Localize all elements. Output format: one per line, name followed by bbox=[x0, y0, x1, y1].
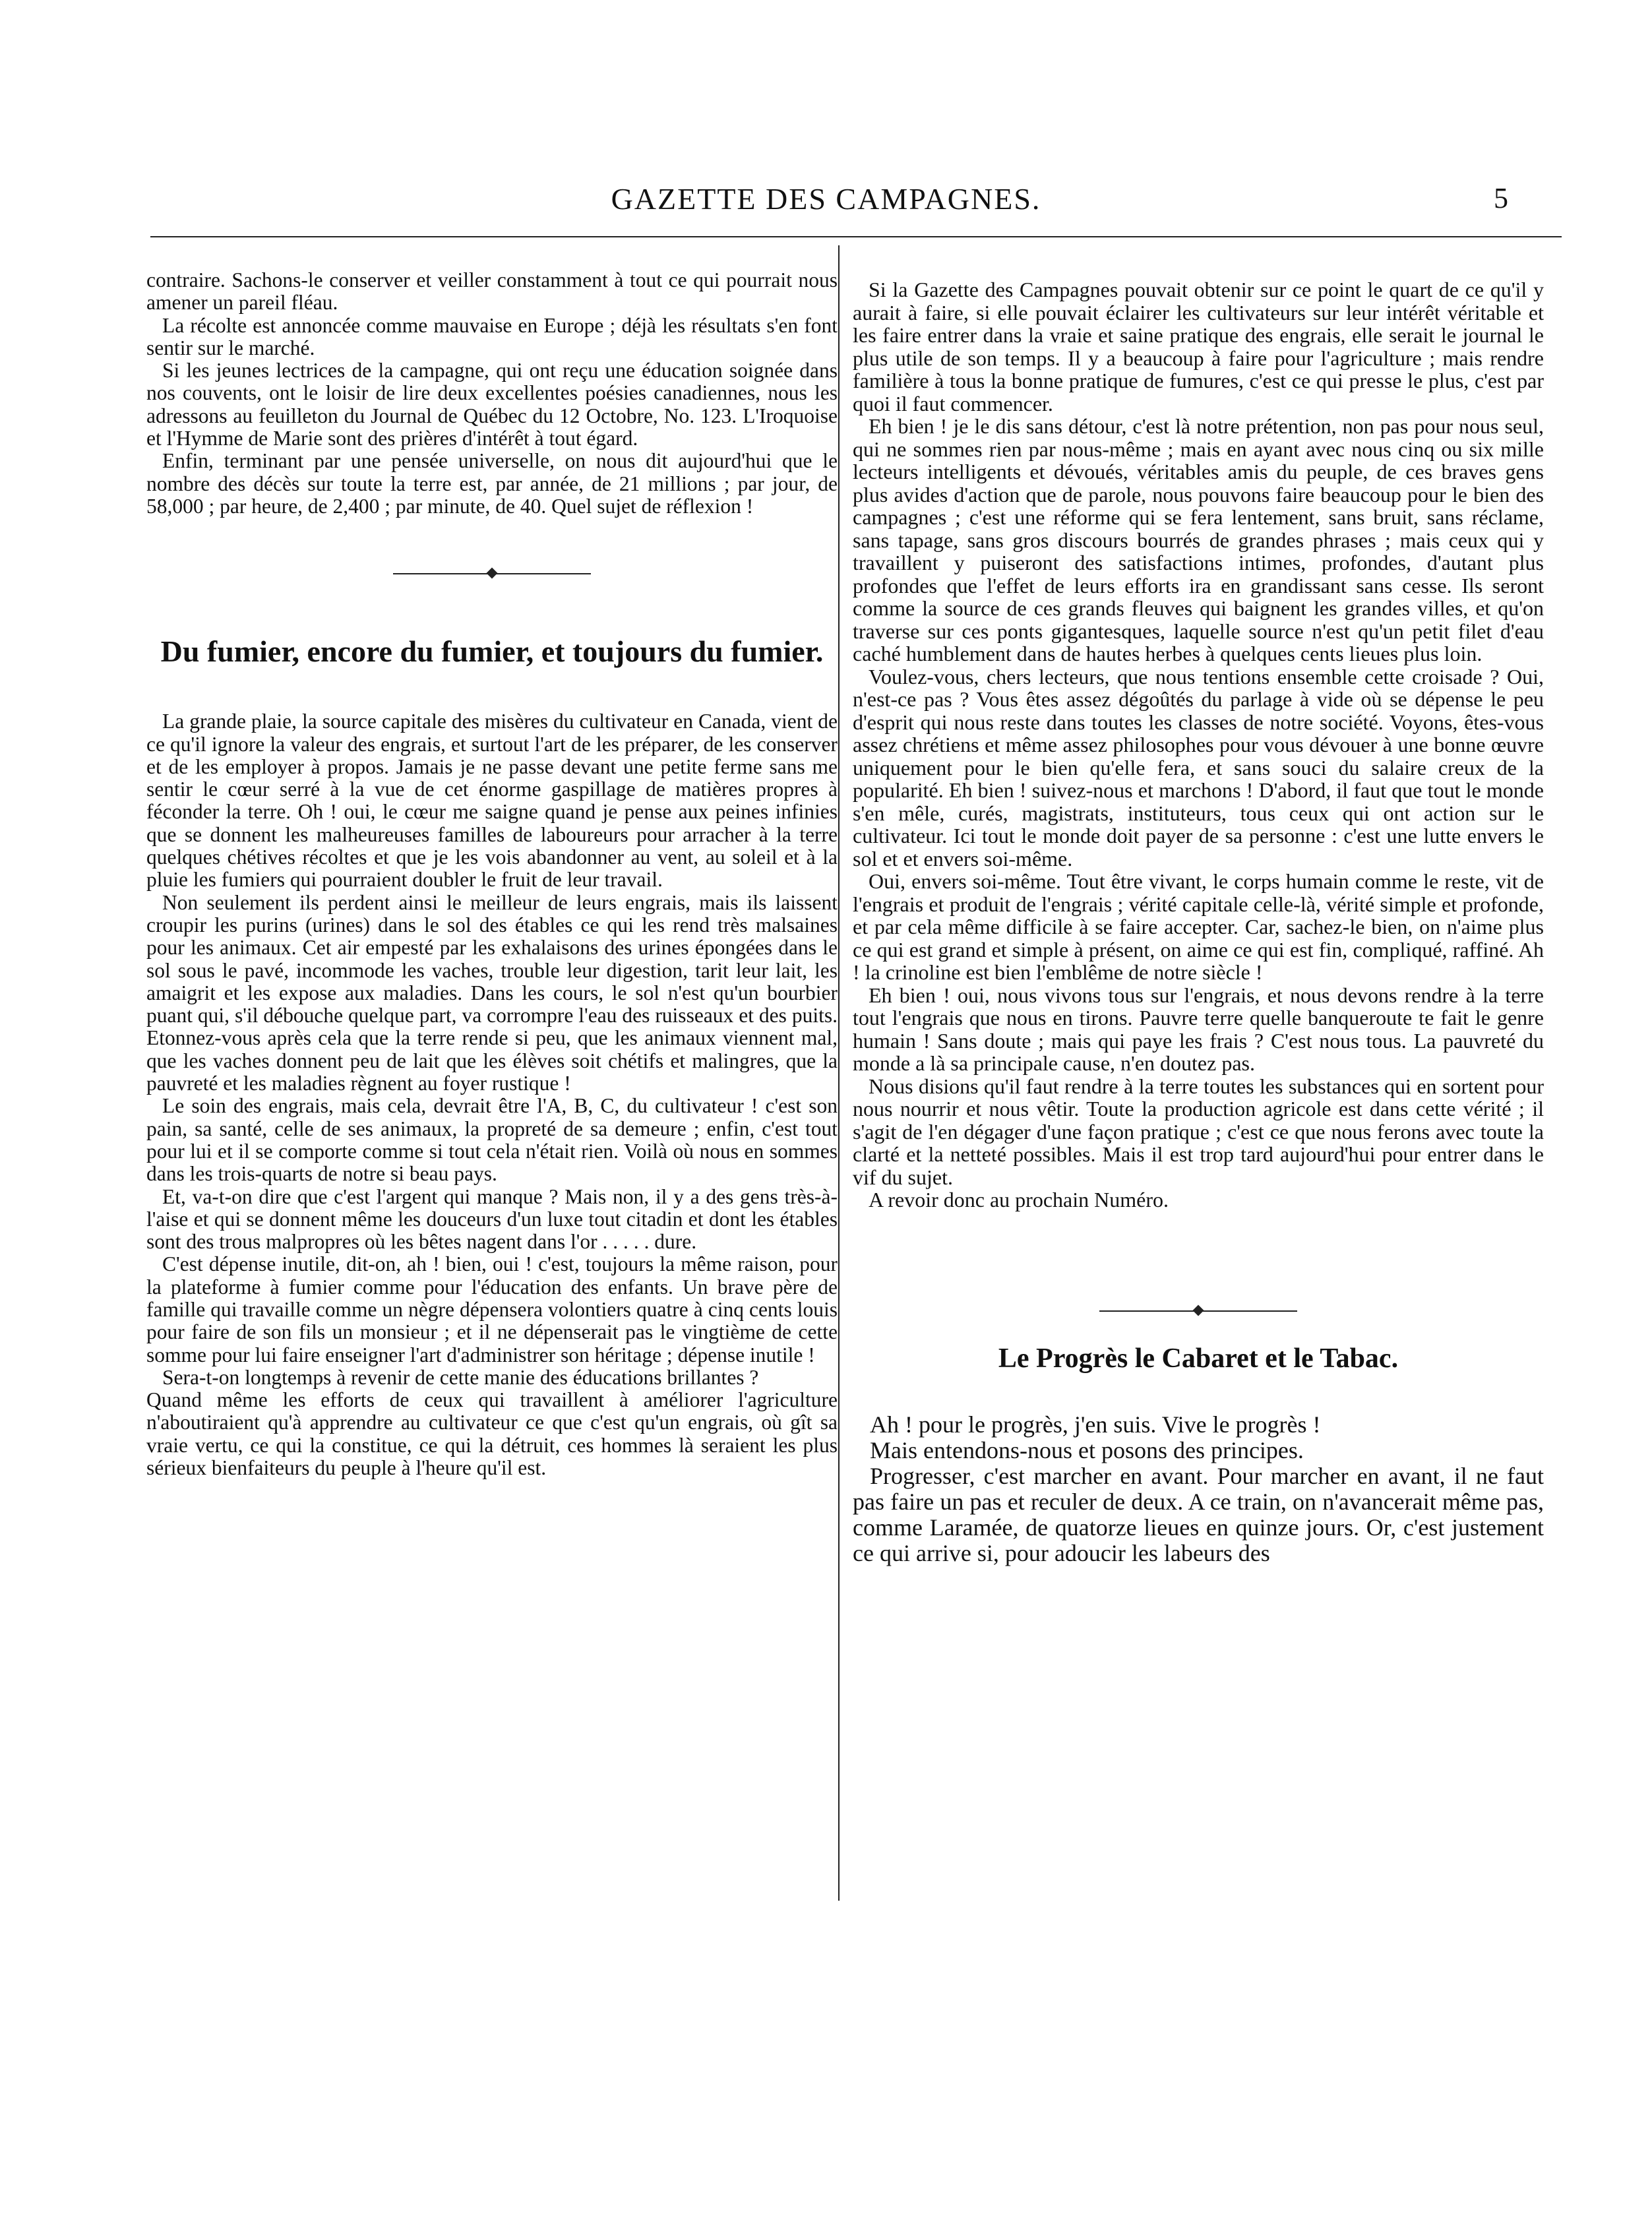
column-divider bbox=[838, 245, 840, 1901]
article-body bbox=[853, 1412, 1544, 1566]
paragraph: Voulez-vous, chers lecteurs, que nous tentions ensemble cette croisade ? Oui, n'est-ce pas ? Vous êtes assez dégoûtés du parlage à vide où se dépense le peu d'esprit qui nous reste dans toutes les classes de notre société. Voyons, êtes-vous assez chrétiens et même assez philosophes pour vous dévouer à une bonne œuvre uniquement pour le bien qu'elle fera, et sans souci du salaire creux de la popularité. Eh bien ! suivez-nous et marchons ! D'abord, il faut que tout le monde s'en mêle, curés, magistrats, instituteurs, tous ceux qui ont action sur le cultivateur. Ici tout le monde doit payer de sa personne : c'est une lutte envers le sol et et envers soi-même. bbox=[853, 664, 1544, 871]
paragraph: Eh bien ! je le dis sans détour, c'est là notre prétention, non pas pour nous seul, qui ne sommes rien par nous-même ; mais en ayant avec nous cinq ou six mille lecteurs intelligents et dévoués, véritables amis du peuple, de ces braves gens plus avides d'action que de parole, nous pouvons faire beaucoup pour le bien des campagnes ; c'est une réforme qui se fera lentement, sans bruit, sans réclame, sans tapage, sans gros discours bourrés de grandes phrases ; mais ceux qui y travaillent y puiseront des satisfactions intimes, profondes, d'autant plus profondes que l'effet de leurs efforts ira en grandissant sans cesse. Ils seront comme la source de ces grands fleuves qui baignent les grandes villes, et qu'on traverse sur ces ponts gigantesques, laquelle source n'est qu'un petit filet d'eau caché humblement dans de hautes herbes à quelques cents lieues plus loin. bbox=[853, 414, 1544, 665]
left-column bbox=[146, 269, 838, 1479]
paragraph: C'est dépense inutile, dit-on, ah ! bien, oui ! c'est, toujours la même raison, pour la plateforme à fumier comme pour l'éducation des enfants. Un brave père de famille qui travaille comme un nègre dépensera volontiers quatre à cinq cents louis pour faire de son fils un monsieur ; et il ne dépenserait pas le vingtième de cette somme pour lui faire enseigner l'art d'administrer son héritage ; dépense inutile ! bbox=[146, 1252, 838, 1366]
paragraph: Eh bien ! oui, nous vivons tous sur l'engrais, et nous devons rendre à la terre tout l'engrais que nous en tirons. Pauvre terre quelle banqueroute te fait le genre humain ! Sans doute ; mais qui paye les frais ? C'est nous tous. La pauvreté du monde a là sa principale cause, n'en doutez pas. bbox=[853, 983, 1544, 1075]
paragraph: Quand même les efforts de ceux qui travaillent à améliorer l'agriculture n'aboutiraient qu'à apprendre au cultivateur ce que c'est qu'un engrais, où gît sa vraie vertu, ce qui la constitue, ce qui la détruit, ces hommes là seraient les plus sérieux bienfaiteurs du peuple à l'heure qu'il est. bbox=[146, 1388, 838, 1480]
paragraph: Si la Gazette des Campagnes pouvait obtenir sur ce point le quart de ce qu'il y aurait à faire, si elle pouvait éclairer les cultivateurs sur leur intérêt véritable et les faire entrer dans la vraie et saine pratique des engrais, elle serait le journal le plus utile de son temps. Il y a beaucoup à faire pour l'agriculture ; mais rendre familière à tous la bonne pratique de fumures, c'est ce qui presse le plus, c'est par quoi il faut commencer. bbox=[853, 278, 1544, 415]
paragraph: Le soin des engrais, mais cela, devrait être l'A, B, C, du cultivateur ! c'est son pain, sa santé, celle de ses animaux, la propreté de sa demeure ; enfin, c'est tout pour lui et il se comporte comme si tout cela n'était rien. Voilà où nous en sommes dans les trois-quarts de notre si beau pays. bbox=[146, 1094, 838, 1186]
paragraph: Nous disions qu'il faut rendre à la terre toutes les substances qui en sortent pour nous nourrir et nous vêtir. Toute la production agricole est dans cette vérité ; il s'agit de l'en dégager d'une façon pratique ; c'est ce que nous ferons avec toute la clarté et la netteté possibles. Mais il est trop tard aujourd'hui pour entrer dans le vif du sujet. bbox=[853, 1074, 1544, 1189]
right-column bbox=[853, 278, 1544, 1566]
paragraph: La grande plaie, la source capitale des misères du cultivateur en Canada, vient de ce qu'il ignore la valeur des engrais, et surtout l'art de les préparer, de les conserver et de les employer à propos. Jamais je ne passe devant une petite ferme sans me sentir le cœur serré à la vue de cet énorme gaspillage de matières propres à féconder la terre. Oh ! oui, le cœur me saigne quand je pense aux peines infinies que se donnent les malheureuses familles de laboureurs pour arracher à la terre quelques chétives récoltes et que je les vois abandonner au vent, au soleil et à la pluie les fumiers qui pourraient doubler le fruit de leur travail. bbox=[146, 710, 838, 892]
paragraph: contraire. Sachons-le conserver et veiller constamment à tout ce qui pourrait nous amener un pareil fléau. bbox=[146, 268, 838, 315]
paragraph: A revoir donc au prochain Numéro. bbox=[869, 1188, 1169, 1212]
paragraph: La récolte est annoncée comme mauvaise en Europe ; déjà les résultats s'en font sentir sur le marché. bbox=[146, 313, 838, 359]
page-number: 5 bbox=[1494, 182, 1508, 214]
paragraph: Non seulement ils perdent ainsi le meilleur de leurs engrais, mais ils laissent croupir les purins (urines) dans le sol des étables ce qui les rend très malsaines pour les animaux. Cet air empesté par les exhalaisons des urines épongées dans le sol sous le pavé, incommode les vaches, trouble leur digestion, tarit leur lait, les amaigrit et les expose aux maladies. Dans les cours, le sol n'est qu'un bourbier puant qui, s'il débouche quelque part, va corrompre l'eau des ruisseaux et des puits. Etonnez-vous après cela que la terre rende si peu, que les animaux viennent mal, que les vaches donnent peu de lait que les élèves soit chétifs et malingres, que la pauvreté et les maladies règnent au foyer rustique ! bbox=[146, 890, 838, 1095]
article-heading: Du fumier, encore du fumier, et toujours du fumier. bbox=[160, 634, 824, 669]
paragraph: Progresser, c'est marcher en avant. Pour marcher en avant, il ne faut pas faire un pas et reculer de deux. A ce train, on n'avancerait même pas, comme Laramée, de quatorze lieues en quinze jours. Or, c'est justement ce qui arrive si, pour adoucir les labeurs des bbox=[853, 1462, 1544, 1566]
separator-ornament bbox=[487, 568, 498, 579]
section-separator bbox=[146, 555, 838, 601]
article-heading: Le Progrès le Cabaret et le Tabac. bbox=[998, 1343, 1399, 1374]
paragraph: Enfin, terminant par une pensée universelle, on nous dit aujourd'hui que le nombre des décès sur toute la terre est, par année, de 21 millions ; par jour, de 58,000 ; par heure, de 2,400 ; par minute, de 40. Quel sujet de réflexion ! bbox=[146, 449, 838, 518]
paragraph: Si les jeunes lectrices de la campagne, qui ont reçu une éducation soignée dans nos couvents, ont le loisir de lire deux excellentes poésies canadiennes, nous les adressons au feuilleton du Journal de Québec du 12 Octobre, No. 123. L'Iroquoise et l'Hymme de Marie sont des prières d'intérêt à tout égard. bbox=[146, 359, 838, 450]
page-header bbox=[0, 181, 1652, 221]
section-separator bbox=[853, 1251, 1544, 1343]
header-rule bbox=[150, 236, 1562, 237]
paragraph: Oui, envers soi-même. Tout être vivant, le corps humain comme le reste, vit de l'engrais et produit de l'engrais ; vérité capitale celle-là, vérité simple et profonde, et par cela même difficile à se faire accepter. Car, sachez-le bien, on n'aime plus ce qui est grand et simple à présent, on aime ce qui est fin, compliqué, raffiné. Ah ! la crinoline est bien l'emblême de notre siècle ! bbox=[853, 869, 1544, 984]
separator-ornament bbox=[1193, 1304, 1204, 1316]
paragraph: Ah ! pour le progrès, j'en suis. Vive le progrès ! bbox=[870, 1411, 1321, 1438]
paragraph: Et, va-t-on dire que c'est l'argent qui manque ? Mais non, il y a des gens très-à-l'aise et qui se donnent même les douceurs d'un luxe tout citadin et dont les étables sont des trous malpropres où les bêtes nagent dans l'or . . . . . dure. bbox=[146, 1184, 838, 1254]
paragraph: Mais entendons-nous et posons des principes. bbox=[870, 1436, 1304, 1463]
newspaper-title: GAZETTE DES CAMPAGNES. bbox=[611, 182, 1041, 216]
paragraph: Sera-t-on longtemps à revenir de cette manie des éducations brillantes ? bbox=[162, 1365, 759, 1389]
